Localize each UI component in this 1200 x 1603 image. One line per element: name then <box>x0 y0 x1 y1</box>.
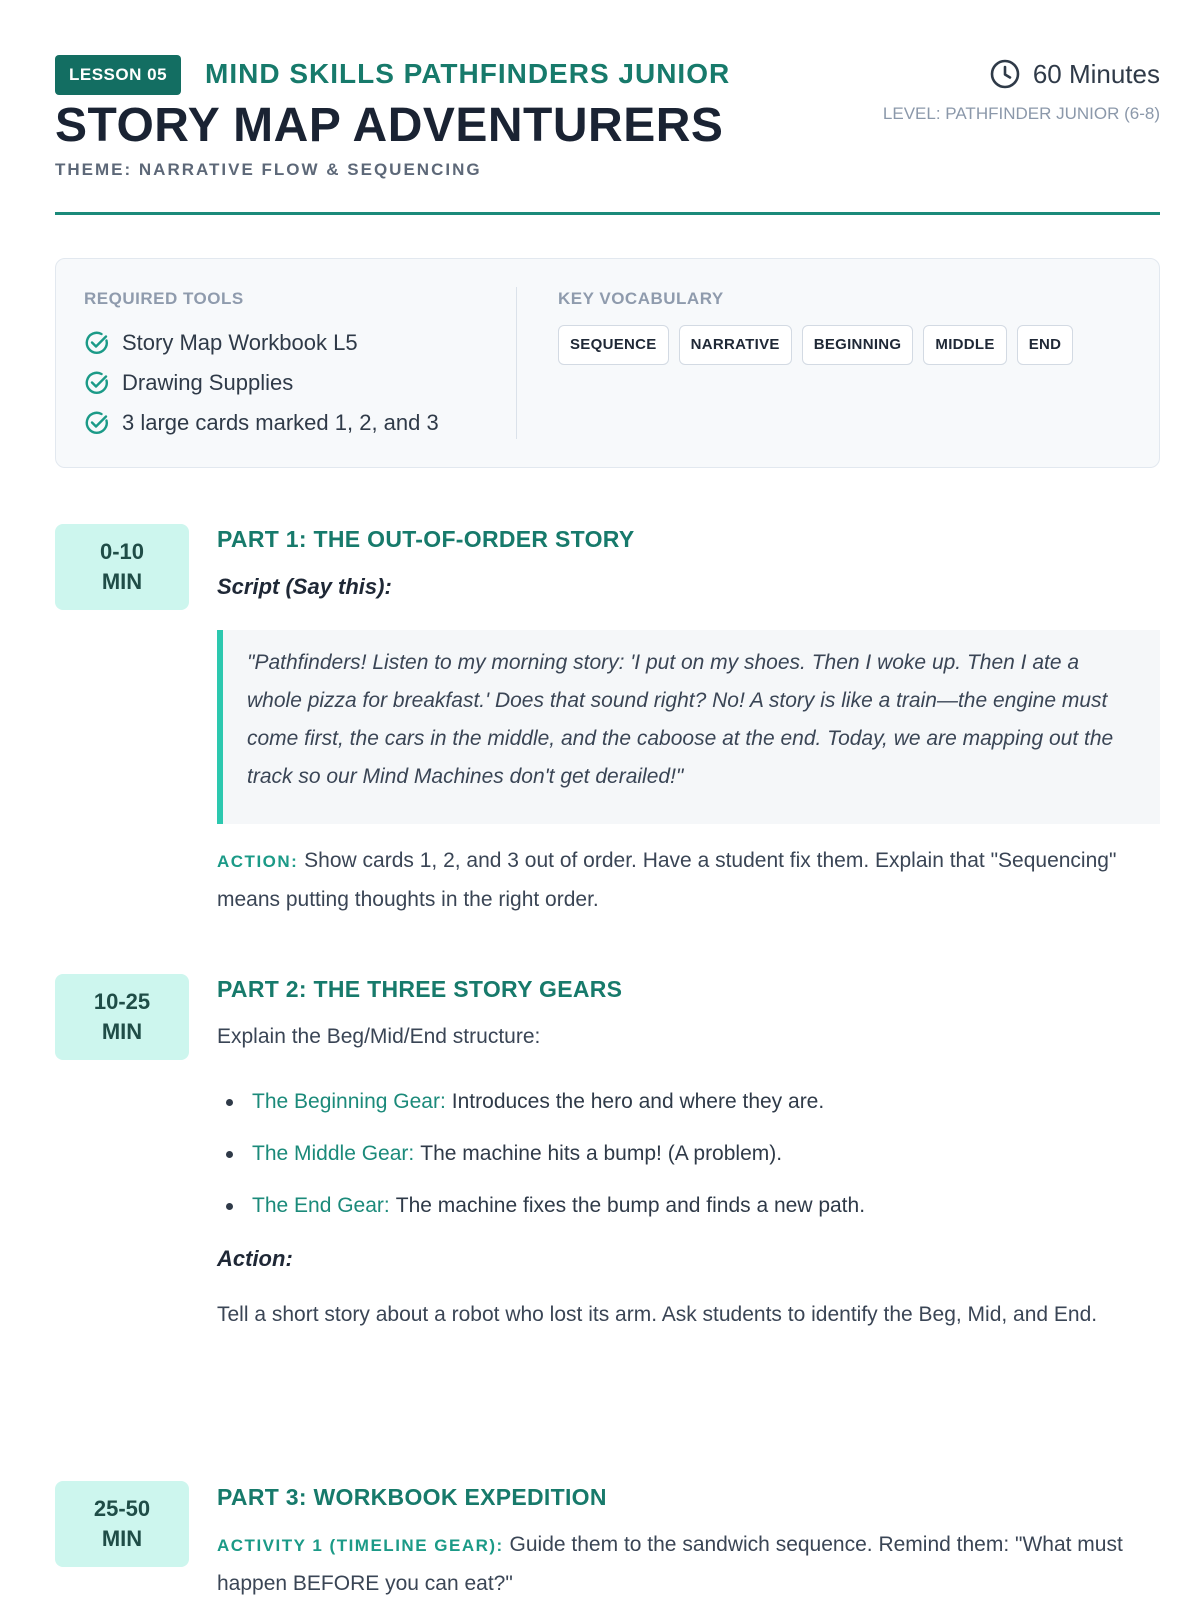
vocab-chip: NARRATIVE <box>679 325 792 365</box>
gear-name: The End Gear: <box>252 1194 390 1217</box>
script-label: Script (Say this): <box>217 574 392 599</box>
check-circle-icon <box>84 370 110 396</box>
list-item <box>84 363 439 403</box>
gear-text: The machine fixes the bump and finds a new path. <box>395 1194 866 1217</box>
list-item <box>217 1128 865 1180</box>
vocabulary-list <box>558 325 1073 365</box>
part-title: PART 1: THE OUT-OF-ORDER STORY <box>217 526 635 552</box>
list-item <box>84 323 439 363</box>
part-title: PART 2: THE THREE STORY GEARS <box>217 976 623 1002</box>
vocab-chip: BEGINNING <box>802 325 914 365</box>
time-range: 0-10 <box>99 539 145 564</box>
card-divider <box>516 287 517 439</box>
program-name: MIND SKILLS PATHFINDERS JUNIOR <box>205 58 731 89</box>
gear-name: The Middle Gear: <box>252 1142 415 1165</box>
action-text: Tell a short story about a robot who lost its arm. Ask students to identify the Beg, Mid, and End. <box>217 1303 1098 1326</box>
gear-list <box>217 1076 865 1232</box>
vocabulary-heading: KEY VOCABULARY <box>558 289 724 308</box>
list-item <box>217 1076 865 1128</box>
gear-name: The Beginning Gear: <box>252 1090 446 1113</box>
bullet-icon <box>226 1099 233 1106</box>
duration-label: 60 Minutes <box>1032 58 1160 89</box>
time-badge <box>55 524 189 610</box>
lesson-info-card <box>55 258 1160 468</box>
vocab-chip: SEQUENCE <box>558 325 669 365</box>
action-label: ACTION: <box>217 852 299 871</box>
tools-heading: REQUIRED TOOLS <box>84 289 244 308</box>
time-badge <box>55 1481 189 1567</box>
time-range: 10-25 <box>93 989 151 1014</box>
time-unit: MIN <box>101 1019 143 1044</box>
part-intro: Explain the Beg/Mid/End structure: <box>217 1025 541 1048</box>
script-quote: "Pathfinders! Listen to my morning story: 'I put on my shoes. Then I woke up. Then I ate a whole pizza for breakfast.' Does that sound right? No! A story is like a train—the engine must come first, the cars in the middle, and the caboose at the end. Today, we are mapping out the track so our Mind Machines don't get derailed!" <box>217 630 1160 824</box>
gear-text: Introduces the hero and where they are. <box>451 1090 825 1113</box>
tools-list <box>84 323 439 443</box>
check-circle-icon <box>84 410 110 436</box>
bullet-icon <box>226 1151 233 1158</box>
gear-text: The machine hits a bump! (A problem). <box>420 1142 783 1165</box>
tool-label: Drawing Supplies <box>122 370 294 395</box>
lesson-badge: LESSON 05 <box>55 55 181 95</box>
activity-label: ACTIVITY 1 (TIMELINE GEAR): <box>217 1536 504 1555</box>
vocab-chip: END <box>1017 325 1074 365</box>
list-item <box>84 403 439 443</box>
tool-label: Story Map Workbook L5 <box>122 330 358 355</box>
time-badge <box>55 974 189 1060</box>
time-unit: MIN <box>101 1526 143 1551</box>
activity-paragraph <box>217 1526 1157 1603</box>
vocab-chip: MIDDLE <box>923 325 1006 365</box>
activity-text: Guide them to the sandwich sequence. Remind them: "What must happen BEFORE you can eat?" <box>217 1533 1123 1595</box>
bullet-icon <box>226 1203 233 1210</box>
time-unit: MIN <box>101 569 143 594</box>
page-title: STORY MAP ADVENTURERS <box>55 99 724 152</box>
part-title: PART 3: WORKBOOK EXPEDITION <box>217 1484 607 1510</box>
lesson-plan-page <box>55 0 1160 1600</box>
action-text: Show cards 1, 2, and 3 out of order. Have a student fix them. Explain that "Sequencing" means putting thoughts in the right order. <box>217 849 1117 911</box>
level-label: LEVEL: PATHFINDER JUNIOR (6-8) <box>882 104 1160 123</box>
clock-icon <box>989 58 1021 90</box>
tool-label: 3 large cards marked 1, 2, and 3 <box>122 410 439 435</box>
list-item <box>217 1180 865 1232</box>
header-divider <box>55 212 1160 215</box>
time-range: 25-50 <box>93 1496 151 1521</box>
lesson-theme: THEME: NARRATIVE FLOW & SEQUENCING <box>55 160 482 179</box>
action-label: Action: <box>217 1246 293 1271</box>
action-paragraph <box>217 842 1157 919</box>
check-circle-icon <box>84 330 110 356</box>
lesson-duration <box>989 56 1160 92</box>
